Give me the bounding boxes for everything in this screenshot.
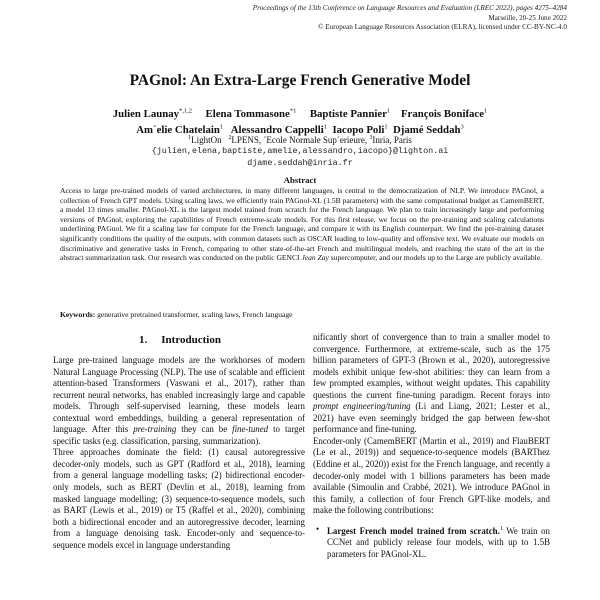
keywords — [60, 310, 544, 320]
author: Am´elie Chatelain$^1$ — [136, 123, 224, 137]
author: Elena Tommasone$^{*1}$ — [205, 107, 297, 120]
paragraph: nificantly short of convergence than to train a smaller model to convergence. Furthermore, at extreme-scale, such as the 175 billion parameters of GPT-3 (Brown et al., 2020), autoregressive models exhibit unique few-shot abilities: they can learn from a few prompted examples, without weight updates. This capability questions the current fine-tuning paradigm. Recent forays into prompt engineering/tuning (Li and Liang, 2021; Lester et al., 2021) have even seemingly bridged the gap between few-shot performance and fine-tuning. — [313, 332, 550, 435]
affiliation: $^3$Inria, Paris — [369, 135, 412, 145]
bullet-icon: • — [316, 523, 320, 534]
email-inria[interactable]: djame.seddah@inria.fr — [247, 157, 353, 168]
author: Djamé Seddah$^3$ — [392, 123, 464, 137]
left-column — [53, 355, 305, 551]
keywords-text: generative pretrained transformer, scaling laws, French language — [95, 310, 293, 319]
contribution-bullet: • Largest French model trained from scratch.$^1$ We train on CCNet and publicly release four models, with up to 1.5B parameters for PAGnol-XL. — [313, 524, 550, 561]
paragraph: Encoder-only (CamemBERT (Martin et al., 2019) and FlauBERT (Le et al., 2019)) and sequence-to-sequence models (BARThez (Eddine et al., 2020)) exist for the French language, and recently a decoder-only model with 1 billions parameters has been made available (Simoulin and Crabbé, 2021). We introduce PAGnol in this family, a collection of four French GPT-like models, and make the following contributions: — [313, 435, 550, 516]
proceedings-line: Proceedings of the 13th Conference on Language Resources and Evaluation (LREC 2022), pages 4275–4284 — [252, 4, 567, 12]
paragraph: Large pre-trained language models are the workhorses of modern Natural Language Processing (NLP). The use of scalable and efficient attention-based Transformers (Vaswani et al., 2017), rather than recurrent neural networks, has enabled increasingly large and capable models. Through self-supervised learning, these models learn contextual word embeddings, building a general representation of language. After this pre-training they can be fine-tuned to target specific tasks (e.g. classification, parsing, summarization). — [53, 355, 305, 446]
email-lighton[interactable]: {julien,elena,baptiste,amelie,alessandro,iacopo}@lighton.ai — [151, 146, 449, 156]
paper-title: PAGnol: An Extra-Large French Generative Model — [129, 72, 471, 89]
author: Iacopo Poli$^1$ — [332, 123, 388, 137]
copyright-line: © European Language Resources Association (ELRA), licensed under CC-BY-NC-4.0 — [318, 23, 567, 31]
affiliation: $^1$LightOn — [188, 135, 222, 145]
paragraph: Three approaches dominate the field: (1) causal autoregressive decoder-only models, such as GPT (Radford et al., 2018), learning from a general language modelling tasks; (2) bidirectional encoder-only models, such as BERT (Devlin et al., 2018), learning from masked language modelling; (3) sequence-to-sequence models, such as BART (Lewis et al., 2019) or T5 (Raffel et al., 2020), combining both a bidirectional encoder and an autoregressive decoder, learning from a language denoising task. Encoder-only and sequence-to-sequence models excel in language understanding — [53, 447, 305, 550]
affiliation: $^2$LPENS, ´Ecole Normale Sup´erieure — [228, 135, 365, 145]
affiliations: $^1$LightOn $^2$LPENS, ´Ecole Normale Sup´erieure, $^3$Inria, Paris — [188, 135, 412, 145]
author: Alessandro Cappelli$^1$ — [230, 123, 328, 137]
right-column — [313, 332, 550, 560]
abstract-heading: Abstract — [283, 175, 317, 185]
author: Julien Launay$^{*,1,2}$ — [112, 107, 193, 120]
proceedings-header — [127, 4, 567, 33]
section-heading — [55, 334, 305, 346]
author: Baptiste Pannier$^1$ — [309, 107, 391, 120]
author: François Boniface$^1$ — [400, 107, 488, 120]
location-line: Marseille, 20-25 June 2022 — [488, 13, 567, 22]
email-block — [100, 146, 500, 169]
abstract-text: Access to large pre-trained models of varied architectures, in many different languages, is central to the democratization of NLP. We introduce PAGnol, a collection of French GPT models. Using scaling laws, we efficiently train PAGnol-XL (1.5B parameters) with the same computational budget as CamemBERT, a model 13 times smaller. PAGnol-XL is the largest model trained from scratch for the French language. We plan to train increasingly large and performing versions of PAGnol, exploring the capabilities of French extreme-scale models. For this first release, we focus on the pre-training and scaling calculations underlining PAGnol. We fit a scaling law for compute for the French language, and compare it with its English counterpart. We find the pre-training dataset significantly conditions the quality of the outputs, with common datasets such as OSCAR leading to low-quality and offensive text. We evaluate our models on discriminative and generative tasks in French, comparing to other state-of-the-art French and multilingual models, and reaching the state of the art in the abstract summarization task. Our research was conducted on the public GENCI Jean Zay supercomputer, and our models up to the Large are publicly available. — [60, 186, 544, 263]
section-title: Introduction — [161, 334, 221, 346]
section-number: 1. — [139, 334, 148, 346]
keywords-label: Keywords: — [60, 310, 96, 319]
